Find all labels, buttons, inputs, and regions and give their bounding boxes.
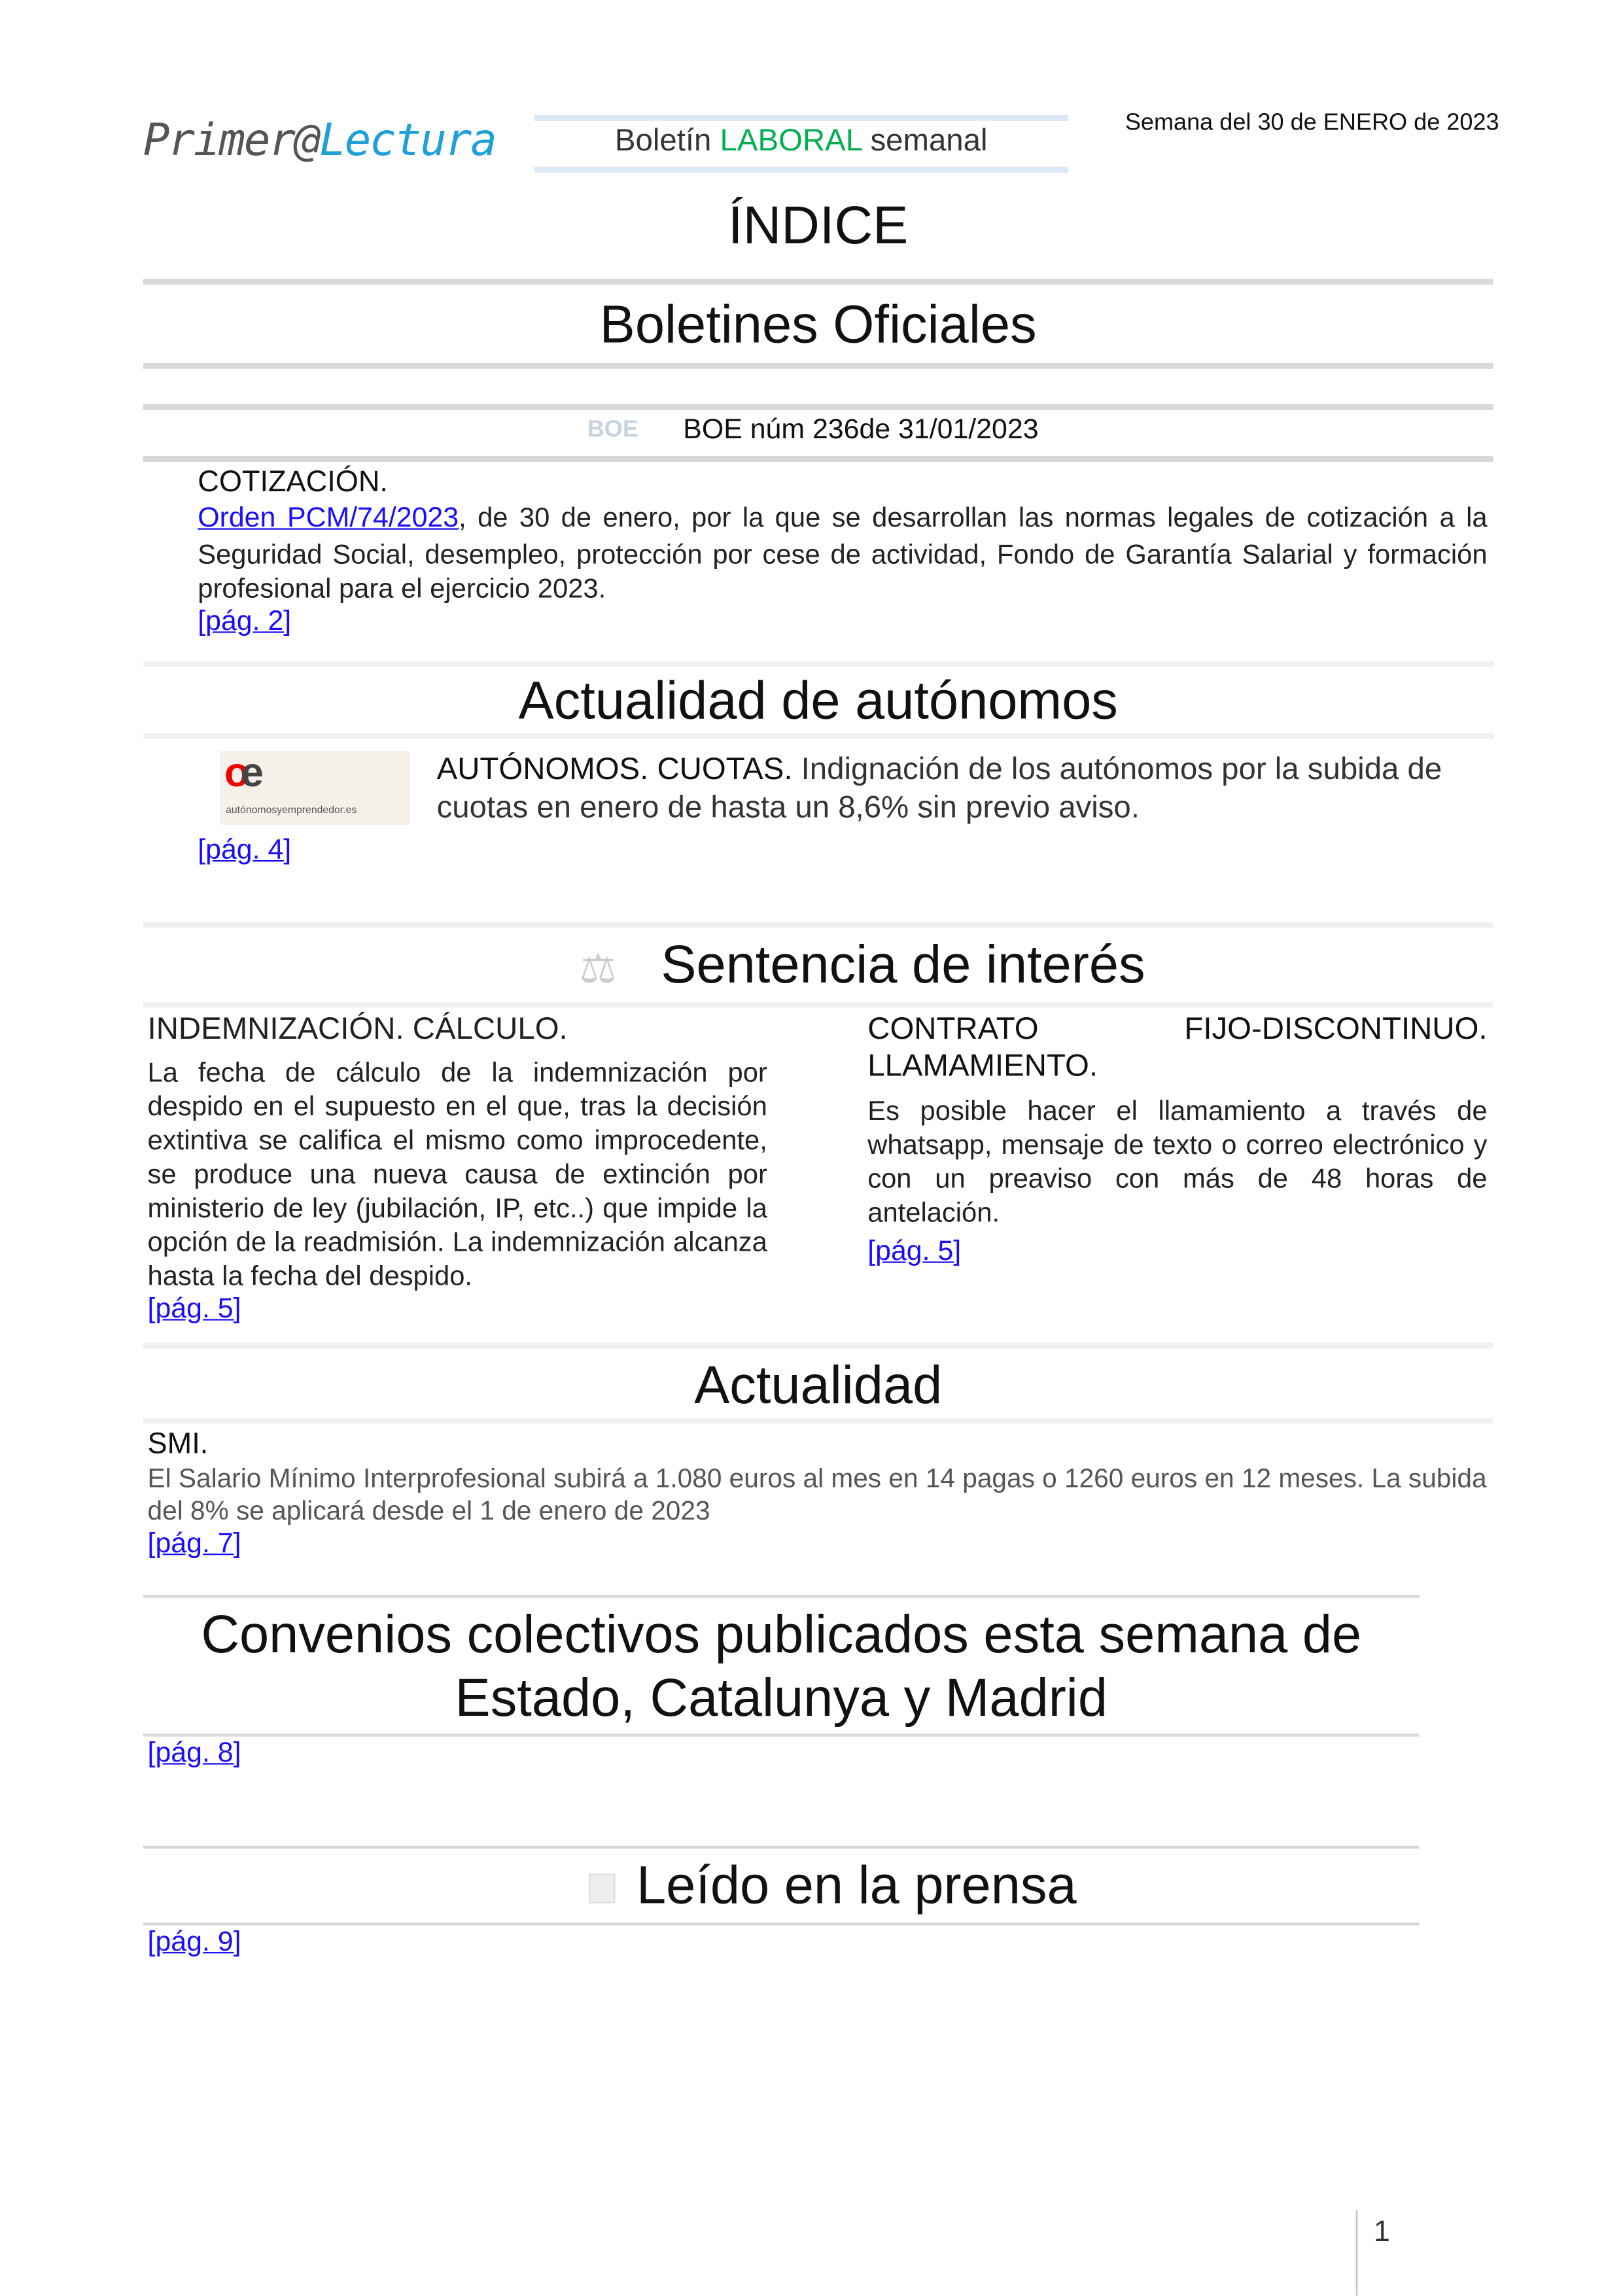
contrato-heading: CONTRATO FIJO-DISCONTINUO. LLAMAMIENTO. [867, 1012, 1488, 1083]
header-rule-top [534, 115, 1068, 121]
page-link-2[interactable]: [pág. 2] [198, 606, 292, 638]
section-title-boletines: Boletines Oficiales [599, 293, 1037, 355]
section-title-actualidad: Actualidad [694, 1354, 943, 1415]
logo-part2: Lectura [319, 114, 496, 167]
bulletin-title [534, 124, 1068, 159]
smi-block [143, 1424, 1493, 1563]
divider [143, 456, 1493, 462]
page-link-5a[interactable]: [pág. 5] [147, 1294, 241, 1325]
indemnizacion-text: La fecha de cálculo de la indemnización por despido en el supuesto en el que, tras la decisión extintiva se califica el mismo como improcedente, se produce una nueva causa de extinción por ministerio de ley (jubilación, IP, etc..) que impide la opción de la readmisión. La indemnización alcanza hasta la fecha del despido. [147, 1056, 767, 1291]
autonomos-row [143, 739, 1493, 827]
sentencia-left [148, 1011, 767, 1328]
cotizacion-text: , de 30 de enero, por la que se desarrollan las normas legales de cotización a la Seguridad Social, desempleo, protección por cese de actividad, Fondo de Garantía Salarial y formación profesional para el ejercicio 2023. [198, 501, 1488, 604]
divider [143, 733, 1493, 739]
orden-link[interactable]: Orden PCM/74/2023 [198, 503, 459, 534]
content [143, 279, 1493, 1960]
divider [143, 661, 1493, 667]
indemnizacion-heading: INDEMNIZACIÓN. CÁLCULO. [147, 1012, 568, 1047]
autonomos-text: AUTÓNOMOS. CUOTAS. Indignación de los autónomos por la subida de cuotas en enero de hasta un 8,6% sin previo aviso. [436, 752, 1442, 825]
divider [143, 1001, 1493, 1007]
sentencia-columns [143, 1007, 1493, 1327]
page-link-7[interactable]: [pág. 7] [147, 1528, 241, 1560]
bulletin-post: semanal [862, 124, 988, 158]
divider [143, 363, 1493, 369]
page-link-9[interactable]: [pág. 9] [147, 1926, 241, 1958]
logo [143, 115, 496, 167]
bulletin-pre: Boletín [614, 124, 720, 158]
section-title-convenios: Convenios colectivos publicados esta semana de Estado, Catalunya y Madrid [201, 1603, 1362, 1728]
cotizacion-heading: COTIZACIÓN. [198, 466, 388, 499]
autonomos-logo: oe autónomosyemprendedor.es [220, 751, 410, 825]
header-rule-bottom [534, 167, 1068, 173]
cotizacion-block [143, 462, 1493, 661]
week-label: Semana del 30 de ENERO de 2023 [1125, 111, 1499, 136]
divider [143, 1342, 1493, 1348]
logo-part1: Primer@ [143, 114, 320, 167]
divider [143, 404, 1493, 410]
boe-icon: BOE [587, 417, 638, 443]
page-link-8[interactable]: [pág. 8] [147, 1737, 241, 1769]
smi-heading: SMI. [147, 1428, 209, 1461]
smi-text: El Salario Mínimo Interprofesional subirá a 1.080 euros al mes en 14 pagas o 1260 euros en 12 meses. La subida del 8% se aplicará desde el 1 de enero de 2023 [147, 1463, 1487, 1526]
contrato-text: Es posible hacer el llamamiento a través de whatsapp, mensaje de texto o correo electrónico y con un preaviso con más de 48 horas de antelación. [867, 1094, 1488, 1228]
page-link-4[interactable]: [pág. 4] [198, 835, 292, 866]
newspaper-icon [589, 1875, 616, 1904]
footer-rule [1356, 2210, 1357, 2296]
boe-row [143, 410, 1493, 456]
divider [143, 922, 1493, 928]
divider [143, 1418, 1493, 1424]
section-title-sentencia: Sentencia de interés [661, 933, 1145, 995]
page-link-5b[interactable]: [pág. 5] [867, 1236, 962, 1268]
section-title-autonomos: Actualidad de autónomos [518, 669, 1118, 731]
scale-icon: ⚖ [580, 945, 617, 992]
sentencia-right [867, 1011, 1487, 1328]
divider [143, 279, 1493, 285]
boe-line: BOE núm 236de 31/01/2023 [683, 414, 1039, 446]
bulletin-accent: LABORAL [720, 124, 862, 158]
page-number: 1 [1373, 2216, 1390, 2249]
prensa-title-row [143, 1849, 1420, 1922]
sentencia-title-row [143, 928, 1493, 1002]
index-title: ÍNDICE [728, 194, 909, 256]
section-title-prensa: Leído en la prensa [636, 1854, 1077, 1915]
